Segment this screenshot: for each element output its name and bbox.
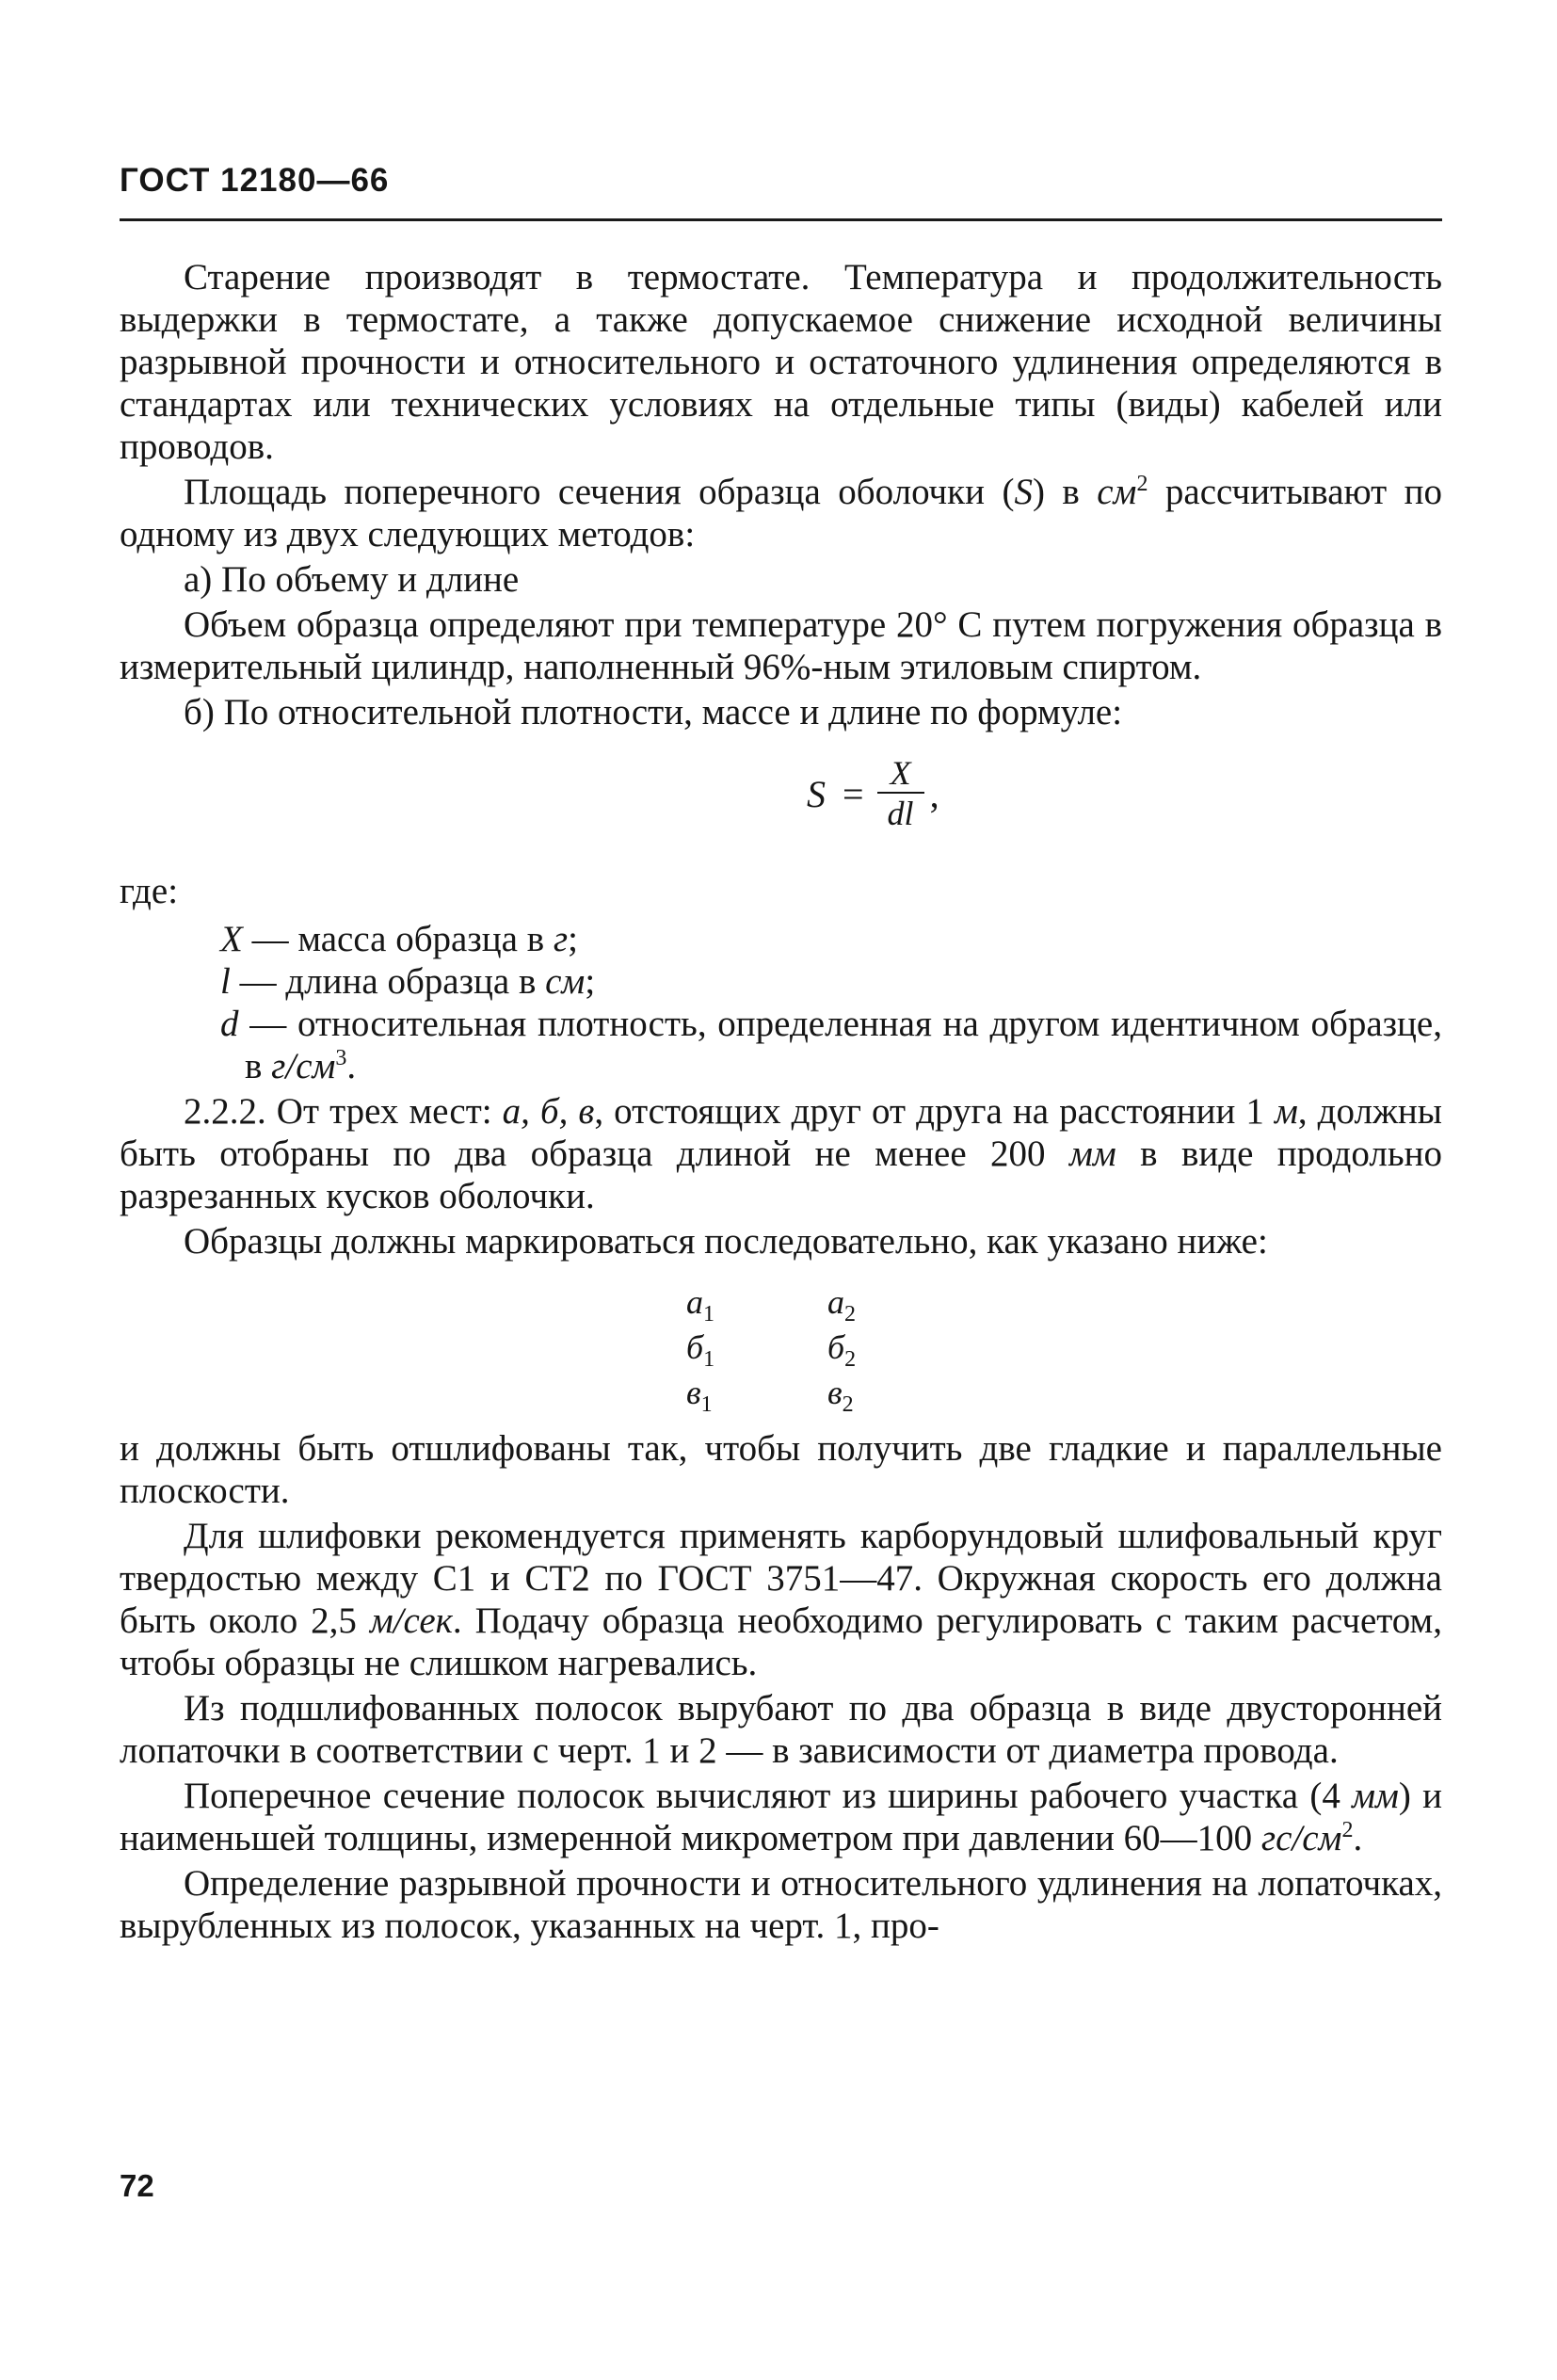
text: ) и наименьшей толщины, измеренной микрометром при давлении 60—100 [120,1776,1443,1858]
paragraph-cross-section [120,471,1442,555]
mark-letter: б [686,1328,704,1366]
mark-letter: а [827,1283,844,1321]
text: 2.2.2. От трех мест: [184,1091,503,1132]
unit: мм [1352,1776,1399,1816]
legend-unit: см [545,961,586,1002]
mark-index: 2 [844,1302,856,1327]
paragraph-section-calc [120,1775,1442,1859]
paragraph-polish: и должны быть отшлифованы так, чтобы получить две гладкие и параллельные плоскости. [120,1428,1442,1511]
unit: м/сек [369,1600,453,1641]
text: рассчитывают по одному из двух следующих методов: [120,472,1442,555]
text: . [1353,1818,1363,1858]
formula [807,754,939,833]
document-header: ГОСТ 12180—66 [120,162,390,199]
mark-letter: а [686,1283,703,1321]
legend-end: ; [585,961,596,1002]
legend-unit: г [553,919,569,959]
paragraph-volume: Объем образца определяют при температуре 20° С путем погружения образца в измерительный цилиндр, наполненный 96%-ным этиловым спиртом. [120,604,1442,687]
legend-symbol: l [220,961,231,1002]
unit: см [1097,472,1137,512]
formula-denominator: dl [887,795,914,832]
text: в виде продольно разрезанных кусков оболочки. [120,1134,1442,1216]
mark-letter: б [827,1328,845,1366]
page-number: 72 [120,2168,154,2203]
sample-marks [120,1262,1442,1427]
mark-index: 1 [700,1392,713,1418]
legend-item [220,960,1442,1003]
legend-unit: г/см [271,1046,336,1086]
symbol-s: S [1014,472,1033,512]
mark [827,1279,922,1325]
legend-item [220,918,1442,960]
legend-end: . [346,1046,357,1086]
method-b-heading: б) По относительной плотности, массе и длине по формуле: [184,692,1123,732]
mark [686,1279,827,1325]
legend-symbol: X [220,919,243,959]
legend-symbol: d [220,1004,239,1044]
legend-exponent: 3 [335,1046,347,1070]
mark-letter: в [827,1374,843,1411]
where-label: где: [120,871,179,911]
text: , должны быть отобраны по два образца длиной не менее 200 [120,1091,1442,1174]
exponent: 2 [1341,1818,1354,1842]
legend-list [220,918,1442,1087]
text: , отстоящих друг от друга на расстоянии 1 [594,1091,1275,1132]
text: . Подачу образца необходимо регулировать с таким расчетом, чтобы образцы не слишком нагревались. [120,1600,1442,1683]
legend-text: — относительная плотность, определенная на другом идентичном образце, в [245,1004,1442,1086]
paragraph-determination: Определение разрывной прочности и относительного удлинения на лопаточках, вырубленных из полосок, указанных на черт. 1, про- [120,1863,1442,1946]
unit: мм [1068,1134,1116,1174]
legend-end: ; [568,919,578,959]
legend-item [220,1003,1442,1087]
header-rule [120,218,1442,221]
legend-text: — длина образца в [239,961,546,1002]
formula-comma: , [929,772,939,815]
formula-lhs: S [807,772,826,815]
paragraph-aging: Старение производят в термостате. Температура и продолжительность выдержки в термостате, а также допускаемое снижение исходной величины разрывной прочности и относительного и остаточного удлинения определяются в стандартах или технических условиях на отдельные типы (виды) кабелей или проводов. [120,257,1442,467]
mark-letter: в [686,1374,701,1411]
text: Для шлифовки рекомендуется применять карборундовый шлифовальный круг твердостью между С1 и СТ2 по ГОСТ 3751—47. Окружная скорость его должна быть около 2,5 [120,1516,1442,1641]
unit: м [1274,1091,1298,1132]
marks-grid [686,1279,922,1418]
formula-numerator: X [877,754,924,794]
text: Площадь поперечного сечения образца оболочки ( [184,472,1015,512]
unit: гс/см [1260,1818,1342,1858]
paragraph-grinding [120,1515,1442,1684]
mark [686,1325,827,1373]
method-a-heading: а) По объему и длине [184,559,520,600]
mark [827,1325,922,1373]
places: а, б, в [502,1091,595,1132]
mark-index: 1 [703,1347,715,1373]
exponent: 2 [1136,472,1148,496]
mark-index: 2 [844,1347,857,1373]
mark-index: 2 [842,1392,854,1418]
formula-equals: = [843,772,864,815]
paragraph-2-2-2 [120,1090,1442,1217]
text: Поперечное сечение полосок вычисляют из ширины рабочего участка (4 [184,1776,1353,1816]
page-body [120,256,1442,1947]
formula-fraction [877,754,924,833]
mark-index: 1 [703,1302,714,1327]
text: ) в [1032,472,1098,512]
paragraph-marking: Образцы должны маркироваться последовательно, как указано ниже: [184,1221,1268,1262]
formula-block [120,733,1442,870]
legend-text: — масса образца в [251,919,554,959]
paragraph-cutting: Из подшлифованных полосок вырубают по два образца в виде двусторонней лопаточки в соответствии с черт. 1 и 2 — в зависимости от диаметра провода. [120,1688,1442,1771]
mark [827,1370,922,1418]
mark [686,1370,827,1418]
